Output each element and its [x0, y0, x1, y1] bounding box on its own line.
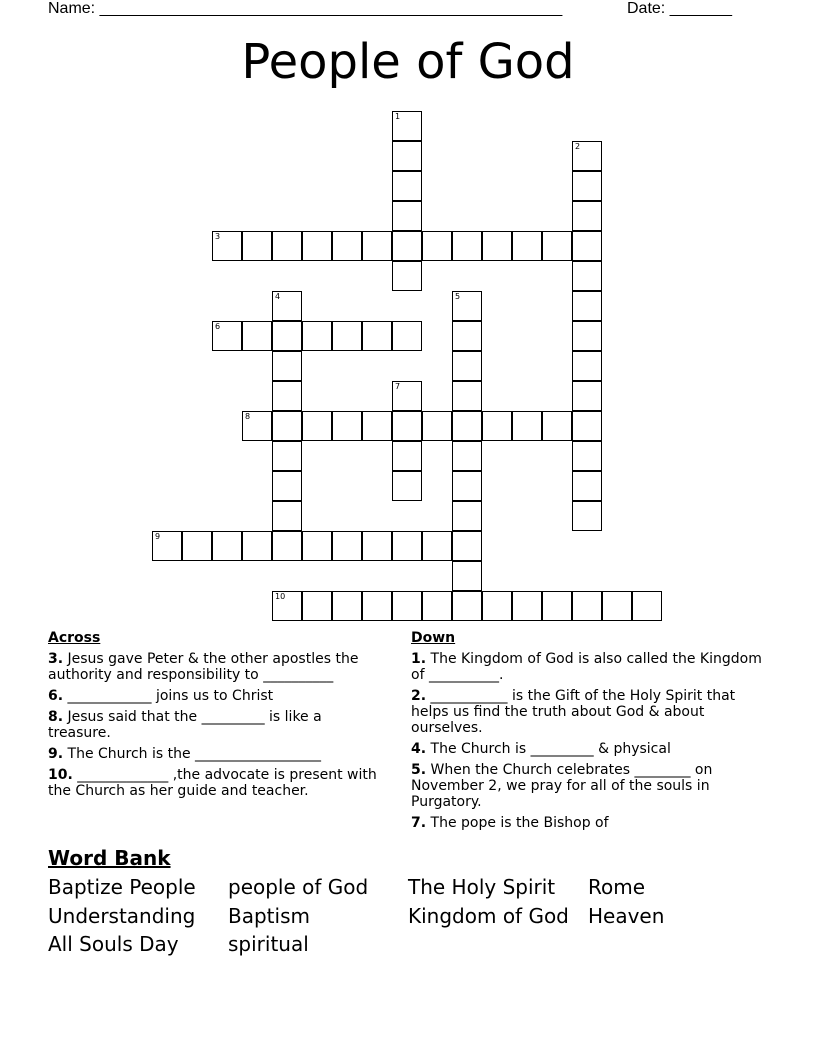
down-clue — [411, 815, 771, 831]
crossword-cell[interactable] — [362, 531, 392, 561]
crossword-cell[interactable] — [272, 291, 302, 321]
across-clue — [48, 651, 388, 683]
crossword-cell[interactable] — [572, 411, 602, 441]
crossword-cell[interactable] — [512, 591, 542, 621]
word-bank-item: Kingdom of God — [408, 904, 569, 928]
clue-text: ___________ is the Gift of the Holy Spirit that helps us find the truth about God & about ourselves. — [411, 688, 736, 736]
crossword-cell[interactable] — [152, 531, 182, 561]
word-bank-item: Heaven — [588, 904, 665, 928]
crossword-cell[interactable] — [302, 231, 332, 261]
crossword-cell[interactable] — [422, 231, 452, 261]
crossword-cell[interactable] — [332, 231, 362, 261]
crossword-cell[interactable] — [452, 531, 482, 561]
crossword-cell[interactable] — [452, 381, 482, 411]
crossword-cell[interactable] — [452, 561, 482, 591]
crossword-cell[interactable] — [272, 321, 302, 351]
crossword-cell[interactable] — [212, 321, 242, 351]
crossword-cell[interactable] — [272, 591, 302, 621]
clue-number: 2. — [411, 688, 427, 704]
word-bank-item: The Holy Spirit — [408, 875, 556, 899]
crossword-cell[interactable] — [242, 411, 272, 441]
crossword-cell[interactable] — [572, 441, 602, 471]
clue-text: The Kingdom of God is also called the Kingdom of __________. — [411, 651, 762, 683]
clue-number: 3. — [48, 651, 64, 667]
crossword-cell[interactable] — [332, 591, 362, 621]
crossword-cell[interactable] — [362, 411, 392, 441]
crossword-cell[interactable] — [272, 411, 302, 441]
crossword-cell[interactable] — [422, 591, 452, 621]
across-clue — [48, 767, 388, 799]
crossword-cell[interactable] — [482, 231, 512, 261]
crossword-cell[interactable] — [182, 531, 212, 561]
crossword-cell[interactable] — [302, 531, 332, 561]
word-bank-item: All Souls Day — [48, 932, 179, 956]
clue-text: Jesus said that the _________ is like a treasure. — [48, 709, 322, 741]
crossword-cell[interactable] — [392, 201, 422, 231]
crossword-cell[interactable] — [512, 231, 542, 261]
crossword-cell[interactable] — [332, 321, 362, 351]
crossword-cell[interactable] — [212, 231, 242, 261]
word-bank-item: Baptize People — [48, 875, 196, 899]
crossword-cell[interactable] — [392, 441, 422, 471]
crossword-cell[interactable] — [632, 591, 662, 621]
clue-number: 5. — [411, 762, 427, 778]
cell-number: 2 — [575, 142, 581, 151]
down-clues — [411, 630, 771, 836]
crossword-cell[interactable] — [452, 501, 482, 531]
clue-number: 1. — [411, 651, 427, 667]
crossword-cell[interactable] — [242, 321, 272, 351]
cell-number: 4 — [275, 292, 281, 301]
crossword-cell[interactable] — [542, 411, 572, 441]
crossword-cell[interactable] — [572, 591, 602, 621]
crossword-cell[interactable] — [302, 411, 332, 441]
crossword-cell[interactable] — [272, 231, 302, 261]
name-field-label: Name: ____________________________________________________ — [48, 0, 563, 17]
crossword-cell[interactable] — [572, 291, 602, 321]
crossword-cell[interactable] — [452, 441, 482, 471]
crossword-cell[interactable] — [272, 501, 302, 531]
crossword-cell[interactable] — [272, 441, 302, 471]
word-bank-item: Baptism — [228, 904, 310, 928]
clue-number: 7. — [411, 815, 427, 831]
across-clues — [48, 630, 388, 804]
cell-number: 6 — [215, 322, 221, 331]
crossword-cell[interactable] — [572, 321, 602, 351]
date-field-label: Date: _______ — [627, 0, 732, 17]
clue-text: When the Church celebrates ________ on November 2, we pray for all of the souls in Purgatory. — [411, 762, 713, 810]
crossword-cell[interactable] — [572, 501, 602, 531]
crossword-cell[interactable] — [392, 231, 422, 261]
crossword-cell[interactable] — [272, 471, 302, 501]
crossword-cell[interactable] — [452, 351, 482, 381]
crossword-cell[interactable] — [362, 231, 392, 261]
cell-number: 3 — [215, 232, 221, 241]
word-bank-item: spiritual — [228, 932, 309, 956]
crossword-cell[interactable] — [572, 471, 602, 501]
crossword-cell[interactable] — [392, 411, 422, 441]
crossword-cell[interactable] — [242, 531, 272, 561]
across-clue — [48, 709, 388, 741]
crossword-cell[interactable] — [512, 411, 542, 441]
crossword-cell[interactable] — [572, 171, 602, 201]
down-clue — [411, 741, 771, 757]
word-bank-title: Word Bank — [48, 846, 171, 870]
word-bank-item: Rome — [588, 875, 646, 899]
crossword-cell[interactable] — [602, 591, 632, 621]
crossword-cell[interactable] — [392, 321, 422, 351]
across-clue — [48, 688, 388, 704]
crossword-cell[interactable] — [332, 531, 362, 561]
crossword-cell[interactable] — [572, 351, 602, 381]
crossword-cell[interactable] — [572, 261, 602, 291]
crossword-cell[interactable] — [452, 321, 482, 351]
crossword-cell[interactable] — [212, 531, 242, 561]
crossword-cell[interactable] — [572, 201, 602, 231]
crossword-cell[interactable] — [482, 411, 512, 441]
crossword-cell[interactable] — [392, 381, 422, 411]
across-clue — [48, 746, 388, 762]
crossword-cell[interactable] — [392, 591, 422, 621]
crossword-cell[interactable] — [302, 591, 332, 621]
crossword-cell[interactable] — [542, 231, 572, 261]
crossword-cell[interactable] — [272, 351, 302, 381]
across-heading: Across — [48, 630, 101, 646]
crossword-cell[interactable] — [392, 141, 422, 171]
crossword-cell[interactable] — [452, 591, 482, 621]
clue-number: 4. — [411, 741, 427, 757]
clue-text: Jesus gave Peter & the other apostles the authority and responsibility to __________ — [48, 651, 359, 683]
crossword-cell[interactable] — [242, 231, 272, 261]
clue-number: 10. — [48, 767, 73, 783]
crossword-cell[interactable] — [452, 291, 482, 321]
clue-text: ____________ joins us to Christ — [67, 688, 274, 704]
crossword-cell[interactable] — [392, 531, 422, 561]
crossword-cell[interactable] — [452, 411, 482, 441]
crossword-cell[interactable] — [482, 591, 512, 621]
crossword-cell[interactable] — [452, 471, 482, 501]
crossword-cell[interactable] — [422, 531, 452, 561]
cell-number: 7 — [395, 382, 401, 391]
crossword-cell[interactable] — [392, 261, 422, 291]
down-clue — [411, 688, 771, 736]
crossword-cell[interactable] — [452, 231, 482, 261]
word-bank-item: people of God — [228, 875, 369, 899]
crossword-cell[interactable] — [362, 591, 392, 621]
crossword-cell[interactable] — [392, 171, 422, 201]
cell-number: 9 — [155, 532, 161, 541]
crossword-cell[interactable] — [392, 471, 422, 501]
clue-text: The pope is the Bishop of — [430, 815, 609, 831]
crossword-cell[interactable] — [422, 411, 452, 441]
clue-number: 8. — [48, 709, 64, 725]
cell-number: 5 — [455, 292, 461, 301]
crossword-cell[interactable] — [542, 591, 572, 621]
clue-number: 6. — [48, 688, 64, 704]
down-clue — [411, 762, 771, 810]
word-bank-item: Understanding — [48, 904, 196, 928]
down-heading: Down — [411, 630, 456, 646]
crossword-cell[interactable] — [332, 411, 362, 441]
crossword-cell[interactable] — [572, 381, 602, 411]
clue-text: The Church is _________ & physical — [430, 741, 671, 757]
crossword-cell[interactable] — [392, 111, 422, 141]
clue-number: 9. — [48, 746, 64, 762]
cell-number: 8 — [245, 412, 251, 421]
clue-text: The Church is the __________________ — [67, 746, 322, 762]
crossword-cell[interactable] — [572, 141, 602, 171]
crossword-cell[interactable] — [362, 321, 392, 351]
crossword-cell[interactable] — [302, 321, 332, 351]
crossword-cell[interactable] — [272, 381, 302, 411]
crossword-cell[interactable] — [572, 231, 602, 261]
cell-number: 10 — [275, 592, 286, 601]
down-clue — [411, 651, 771, 683]
cell-number: 1 — [395, 112, 401, 121]
clue-text: _____________ ,the advocate is present with the Church as her guide and teacher. — [48, 767, 377, 799]
crossword-cell[interactable] — [272, 531, 302, 561]
page-title: People of God — [241, 34, 575, 90]
